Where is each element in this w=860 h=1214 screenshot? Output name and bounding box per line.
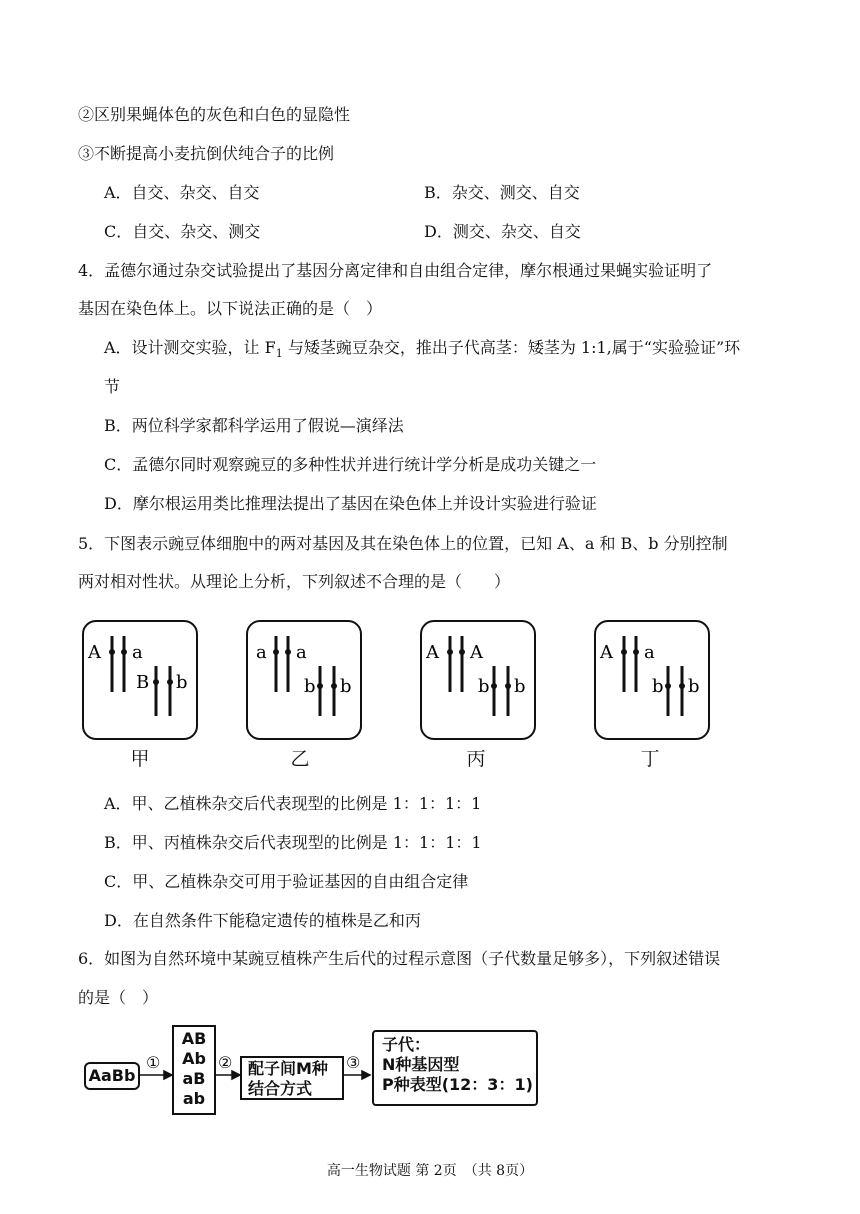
statement-2: ②区别果蝇体色的灰色和白色的显隐性: [78, 105, 351, 124]
statement-3: ③不断提高小麦抗倒伏纯合子的比例: [78, 144, 335, 163]
q6-stem-line2: 的是（ ）: [78, 988, 159, 1007]
step-2-marker: ②: [218, 1053, 233, 1072]
q3-option-b: B．杂交、测交、自交: [424, 183, 580, 202]
combination-box: [240, 1056, 344, 1100]
q5-stem-line2: 两对相对性状。从理论上分析，下列叙述不合理的是（ ）: [78, 572, 511, 591]
q4-stem-line2: 基因在染色体上。以下说法正确的是（ ）: [78, 299, 383, 318]
offspring-box: [372, 1030, 538, 1106]
gene-label: A: [426, 642, 439, 663]
gene-label: b: [340, 676, 352, 697]
q4-option-a-sub: 1: [275, 347, 283, 361]
panel-label-bing: 丙: [466, 748, 486, 770]
gene-label: B: [136, 672, 150, 693]
gene-label: b: [478, 676, 490, 697]
gene-label: A: [470, 642, 483, 663]
q3-option-d: D．测交、杂交、自交: [424, 222, 581, 241]
offspring-line1: 子代：: [382, 1035, 431, 1054]
gene-label: A: [600, 642, 613, 663]
panel-label-ding: 丁: [640, 748, 660, 770]
offspring-line2: N种基因型: [382, 1055, 460, 1074]
offspring-line3: P种表型(12：3：1): [382, 1075, 533, 1094]
gamete: aB: [182, 1069, 206, 1088]
gene-label: a: [132, 642, 143, 663]
q5-option-a: A．甲、乙植株杂交后代表现型的比例是 1：1：1：1: [104, 794, 482, 813]
q4-option-b: B．两位科学家都科学运用了假说—演绎法: [104, 416, 404, 435]
q4-option-d: D．摩尔根运用类比推理法提出了基因在染色体上并设计实验进行验证: [104, 494, 597, 513]
q5-option-c: C．甲、乙植株杂交可用于验证基因的自由组合定律: [104, 872, 469, 891]
gamete: AB: [181, 1029, 207, 1048]
gene-label: b: [652, 676, 664, 697]
q5-option-d: D．在自然条件下能稳定遗传的植株是乙和丙: [104, 911, 421, 930]
gene-label: a: [644, 642, 655, 663]
gene-label: A: [88, 642, 101, 663]
page-footer: 高一生物试题 第 2页 （共 8页）: [326, 1163, 534, 1179]
q4-stem-line1: 4．孟德尔通过杂交试验提出了基因分离定律和自由组合定律，摩尔根通过果蝇实验证明了: [78, 261, 713, 280]
q6-stem-line1: 6．如图为自然环境中某豌豆植株产生后代的过程示意图（子代数量足够多），下列叙述错误: [78, 949, 721, 968]
q4-option-c: C．孟德尔同时观察豌豆的多种性状并进行统计学分析是成功关键之一: [104, 455, 597, 474]
parent-genotype-box: AaBb: [84, 1062, 140, 1090]
gamete: ab: [182, 1089, 206, 1108]
gametes-box: [172, 1025, 216, 1115]
gene-label: b: [304, 676, 316, 697]
q3-option-c: C．自交、杂交、测交: [104, 222, 261, 241]
gene-label: b: [514, 676, 526, 697]
panel-label-yi: 乙: [290, 748, 310, 770]
gene-label: a: [296, 642, 307, 663]
step-3-marker: ③: [346, 1053, 361, 1072]
gamete: Ab: [182, 1049, 206, 1068]
q5-stem-line1: 5．下图表示豌豆体细胞中的两对基因及其在染色体上的位置，已知 A、a 和 B、b 分别控制: [78, 534, 728, 553]
q5-option-b: B．甲、丙植株杂交后代表现型的比例是 1：1：1：1: [104, 833, 482, 852]
q4-option-a-post: 与矮茎豌豆杂交，推出子代高茎：矮茎为 1:1,属于“实验验证”环: [282, 338, 741, 357]
combination-line1: 配子间M种: [248, 1059, 328, 1078]
gene-label: a: [256, 642, 267, 663]
panel-label-jia: 甲: [130, 748, 150, 770]
combination-line2: 结合方式: [248, 1079, 313, 1098]
q3-option-a: A．自交、杂交、自交: [104, 183, 260, 202]
step-1-marker: ①: [146, 1053, 161, 1072]
q4-option-a-pre: A．设计测交实验，让 F: [104, 338, 276, 357]
gene-label: b: [176, 672, 188, 693]
gene-label: b: [688, 676, 700, 697]
q4-option-a-continued: 节: [104, 377, 121, 396]
